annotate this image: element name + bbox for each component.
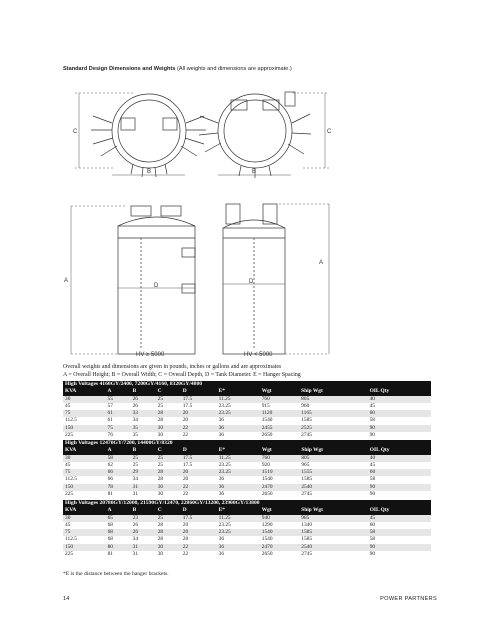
- table-cell: 28: [157, 536, 164, 543]
- table-cell: 30: [157, 551, 164, 558]
- table-cell: 25: [157, 461, 164, 468]
- table-cell: 26: [131, 529, 156, 536]
- table-cell: 45: [65, 521, 71, 528]
- table-cell: 30: [63, 515, 106, 522]
- table-cell: 2650: [261, 432, 273, 439]
- section-title-note: (All weights and dimensions are approximate.): [176, 66, 292, 72]
- table-cell: 30: [63, 396, 106, 403]
- table-cell: 45: [369, 461, 376, 468]
- table-cell: 58: [369, 476, 376, 483]
- table-cell: 2470: [260, 484, 299, 491]
- table-cell: 2745: [301, 432, 312, 439]
- table-cell: 25: [156, 396, 181, 403]
- table-cell: 31: [131, 484, 156, 491]
- table-row: [63, 484, 431, 491]
- table-cell: 960: [301, 402, 310, 409]
- table-cell: 1340: [301, 521, 313, 528]
- table-cell: 1585: [301, 536, 313, 543]
- column-header: B: [131, 507, 156, 514]
- column-header: Ship Wgt: [299, 507, 367, 514]
- table-cell: 20: [182, 521, 189, 528]
- footnote: *E is the distance between the hanger brackets.: [63, 571, 169, 577]
- table-row: [63, 491, 431, 498]
- table-cell: 65: [106, 515, 131, 522]
- caption-line-2: A = Overall Height; B = Overall Width; C = Overall Depth, D = Tank Diameter. E = Hanger Spacing: [63, 372, 301, 378]
- table-cell: 57: [107, 402, 113, 409]
- table-cell: 23: [131, 515, 156, 522]
- table-cell: 36: [217, 425, 260, 432]
- table-cell: 58: [369, 417, 375, 424]
- table-cell: 20: [181, 529, 217, 536]
- column-header: D: [181, 388, 217, 395]
- table-cell: 68: [106, 529, 131, 536]
- section-heading: [63, 66, 292, 72]
- table-cell: 17.5: [182, 402, 193, 409]
- table-cell: 45: [65, 402, 71, 409]
- table-cell: 23.25: [217, 469, 260, 476]
- table-cell: 23.25: [217, 529, 260, 536]
- column-header: OIL Qty: [368, 447, 431, 454]
- table-row: [63, 410, 431, 417]
- table-cell: 2525: [299, 425, 367, 432]
- table-cell: 22: [181, 544, 217, 551]
- table-cell: 17.5: [182, 461, 193, 468]
- table-cell: 75: [106, 425, 131, 432]
- table-cell: 90: [368, 544, 431, 551]
- table-row: [63, 529, 431, 536]
- column-header: A: [106, 447, 131, 454]
- table-cell: 31: [131, 544, 156, 551]
- label-hv-left: HV ≥ 5000: [136, 352, 165, 358]
- dim-d-left: D: [154, 283, 159, 289]
- column-header: D: [181, 507, 217, 514]
- table-cell: 40: [368, 455, 431, 462]
- table-cell: 11.25: [217, 396, 260, 403]
- table-cell: 34: [132, 536, 139, 543]
- label-hv-right: HV < 5000: [244, 352, 273, 358]
- table-header-row: [63, 388, 431, 395]
- table-cell: 20: [182, 417, 189, 424]
- table-cell: 23.25: [217, 410, 260, 417]
- table-row: [63, 432, 431, 439]
- caption-line-1: Overall weights and dimensions are given in pounds, inches or gallons and are approximates: [63, 364, 282, 370]
- transformer-drawings: [63, 78, 343, 360]
- table-cell: 940: [260, 515, 299, 522]
- table-cell: 45: [368, 515, 431, 522]
- table-cell: 22: [182, 551, 189, 558]
- table-cell: 60: [369, 521, 376, 528]
- table-cell: 30: [156, 484, 181, 491]
- table-cell: 26: [131, 396, 156, 403]
- column-header: OIL Qty: [368, 507, 431, 514]
- dimension-table-1: [63, 381, 431, 439]
- table-cell: 20: [181, 469, 217, 476]
- table-cell: 30: [157, 432, 164, 439]
- table-cell: 20: [181, 410, 217, 417]
- table-cell: 17.5: [181, 455, 217, 462]
- table-cell: 58: [369, 536, 376, 543]
- dim-c-left: C: [73, 129, 78, 135]
- table-cell: 2455: [260, 425, 299, 432]
- table-row: [63, 544, 431, 551]
- table-cell: 22: [182, 491, 189, 498]
- table-cell: 58: [106, 455, 131, 462]
- dimension-table-3: [63, 500, 431, 558]
- table-cell: 150: [63, 484, 106, 491]
- table-cell: 36: [218, 432, 224, 439]
- table-cell: 30: [157, 491, 164, 498]
- table-cell: 61: [106, 410, 131, 417]
- table-cell: 35: [132, 432, 138, 439]
- table-row: [63, 425, 431, 432]
- table-cell: 17.5: [181, 396, 217, 403]
- table-cell: 36: [218, 476, 225, 483]
- table-cell: 1120: [260, 410, 299, 417]
- table-cell: 150: [63, 544, 106, 551]
- table-cell: 25: [156, 455, 181, 462]
- table-cell: 20: [182, 476, 189, 483]
- table-cell: 31: [132, 491, 139, 498]
- table-cell: 36: [217, 484, 260, 491]
- table-cell: 920: [261, 461, 270, 468]
- table-cell: 2745: [301, 491, 313, 498]
- table-cell: 60: [368, 410, 431, 417]
- table-cell: 150: [63, 425, 106, 432]
- table-cell: 1540: [260, 529, 299, 536]
- table-cell: 2745: [301, 551, 313, 558]
- column-header: Ship Wgt: [299, 388, 367, 395]
- table-row: [63, 536, 431, 543]
- table-cell: 11.25: [217, 455, 260, 462]
- top-view-left: [91, 94, 206, 177]
- column-header: Ship Wgt: [299, 447, 367, 454]
- table-row: [63, 551, 431, 558]
- table-cell: 112.5: [65, 536, 77, 543]
- table-cell: 45: [369, 402, 375, 409]
- table-cell: 1585: [301, 417, 312, 424]
- table-cell: 22: [182, 432, 189, 439]
- table-cell: 75: [63, 529, 106, 536]
- section-title: Standard Design Dimensions and Weights: [63, 66, 176, 72]
- table-cell: 1540: [261, 536, 273, 543]
- table-cell: 11.25: [217, 515, 260, 522]
- table-cell: 23.25: [218, 461, 231, 468]
- column-header: E*: [217, 388, 260, 395]
- table-cell: 58: [368, 529, 431, 536]
- table-cell: 2540: [299, 544, 367, 551]
- table-cell: 28: [157, 417, 164, 424]
- table-cell: 78: [106, 484, 131, 491]
- column-header: OIL Qty: [368, 388, 431, 395]
- table-cell: 75: [63, 410, 106, 417]
- table-cell: 28: [156, 529, 181, 536]
- table-row: [63, 403, 431, 410]
- table-cell: 1540: [261, 417, 273, 424]
- table-title: High Voltages 12470GY/7200, 14400GY/8320: [63, 440, 431, 447]
- table-cell: 35: [131, 425, 156, 432]
- table-cell: 40: [368, 396, 431, 403]
- table-row: [63, 476, 431, 483]
- table-cell: 1585: [299, 529, 367, 536]
- table-cell: 965: [301, 461, 310, 468]
- column-header: A: [106, 507, 131, 514]
- dim-d-right: D: [249, 279, 254, 285]
- table-row: [63, 469, 431, 476]
- column-header: KVA: [63, 507, 106, 514]
- side-view-left: [118, 206, 195, 354]
- table-header-row: [63, 507, 431, 514]
- table-cell: 75: [63, 469, 106, 476]
- table-cell: 30: [63, 455, 106, 462]
- table-cell: 68: [107, 536, 113, 543]
- table-cell: 36: [218, 536, 225, 543]
- table-cell: 36: [217, 544, 260, 551]
- table-cell: 112.5: [65, 417, 77, 424]
- top-view-right: [199, 92, 311, 178]
- column-header: Wgt: [260, 388, 299, 395]
- table-cell: 22: [181, 484, 217, 491]
- table-cell: 1555: [299, 469, 367, 476]
- table-cell: 1165: [299, 410, 367, 417]
- table-cell: 36: [218, 491, 225, 498]
- column-header: D: [181, 447, 217, 454]
- dim-a-right: A: [319, 260, 324, 266]
- table-row: [63, 396, 431, 403]
- table-cell: 1540: [261, 476, 273, 483]
- table-cell: 805: [299, 455, 367, 462]
- table-cell: 28: [156, 469, 181, 476]
- table-cell: 30: [156, 544, 181, 551]
- column-header: KVA: [63, 388, 106, 395]
- table-row: [63, 515, 431, 522]
- side-view-right: [223, 204, 285, 354]
- table-title: High Voltages 20780GY/12000, 21590GY/12470, 22860GY/13200, 23900GY/13800: [63, 500, 431, 507]
- table-cell: 23.25: [218, 521, 231, 528]
- table-cell: 25: [132, 461, 139, 468]
- dimension-table-2: [63, 440, 431, 498]
- table-cell: 90: [369, 551, 376, 558]
- table-cell: 805: [299, 396, 367, 403]
- table-cell: 760: [260, 396, 299, 403]
- table-cell: 2650: [261, 491, 273, 498]
- table-cell: 225: [65, 551, 74, 558]
- table-cell: 30: [156, 425, 181, 432]
- table-cell: 34: [132, 476, 139, 483]
- column-header: Wgt: [260, 447, 299, 454]
- table-cell: 81: [107, 491, 113, 498]
- table-cell: 1585: [301, 476, 313, 483]
- table-cell: 25: [156, 515, 181, 522]
- table-cell: 34: [132, 417, 138, 424]
- table-cell: 20: [182, 536, 189, 543]
- table-cell: 60: [368, 469, 431, 476]
- table-row: [63, 522, 431, 529]
- table-cell: 81: [107, 551, 113, 558]
- table-cell: 112.5: [65, 476, 77, 483]
- table-cell: 90: [368, 425, 431, 432]
- table-cell: 33: [131, 410, 156, 417]
- table-row: [63, 455, 431, 462]
- table-row: [63, 462, 431, 469]
- table-cell: 26: [132, 402, 138, 409]
- column-header: E*: [217, 507, 260, 514]
- table-cell: 985: [299, 515, 367, 522]
- table-cell: 17.5: [181, 515, 217, 522]
- dim-b-left: B: [147, 169, 152, 175]
- table-cell: 915: [261, 402, 270, 409]
- column-header: E*: [217, 447, 260, 454]
- table-header-row: [63, 447, 431, 454]
- table-cell: 66: [106, 469, 131, 476]
- table-cell: 36: [218, 417, 224, 424]
- table-cell: 62: [107, 461, 113, 468]
- table-cell: 66: [107, 476, 113, 483]
- column-header: C: [156, 507, 181, 514]
- table-cell: 2470: [260, 544, 299, 551]
- table-cell: 80: [106, 544, 131, 551]
- table-cell: 25: [157, 402, 164, 409]
- column-header: A: [106, 388, 131, 395]
- table-cell: 29: [131, 469, 156, 476]
- table-cell: 1290: [261, 521, 273, 528]
- table-title: High Voltages 4160GY/2400, 7200GY/4160, 8320GY/4800: [63, 381, 431, 388]
- table-cell: 28: [157, 521, 164, 528]
- column-header: C: [156, 388, 181, 395]
- table-cell: 760: [260, 455, 299, 462]
- table-cell: 28: [156, 410, 181, 417]
- table-cell: 26: [132, 521, 139, 528]
- table-cell: 68: [107, 521, 113, 528]
- table-cell: 36: [218, 551, 225, 558]
- table-cell: 2650: [261, 551, 273, 558]
- dim-b-right: B: [252, 169, 257, 175]
- table-cell: 22: [181, 425, 217, 432]
- column-header: KVA: [63, 447, 106, 454]
- table-cell: 25: [131, 455, 156, 462]
- page-number: 14: [63, 596, 70, 602]
- table-cell: 31: [132, 551, 139, 558]
- table-cell: 225: [65, 491, 74, 498]
- table-cell: 90: [369, 432, 375, 439]
- table-row: [63, 417, 431, 424]
- table-cell: 225: [65, 432, 74, 439]
- table-cell: 76: [107, 432, 113, 439]
- column-header: B: [131, 388, 156, 395]
- table-cell: 90: [369, 491, 376, 498]
- table-cell: 2540: [299, 484, 367, 491]
- table-cell: 45: [65, 461, 71, 468]
- column-header: Wgt: [260, 507, 299, 514]
- table-cell: 28: [157, 476, 164, 483]
- dim-a-left: A: [64, 278, 69, 284]
- table-cell: 55: [106, 396, 131, 403]
- table-cell: 1510: [260, 469, 299, 476]
- table-cell: 23.25: [218, 402, 231, 409]
- column-header: B: [131, 447, 156, 454]
- table-cell: 90: [368, 484, 431, 491]
- brand-name: POWER PARTNERS: [380, 596, 437, 602]
- table-cell: 61: [107, 417, 113, 424]
- column-header: C: [156, 447, 181, 454]
- dim-c-right: C: [327, 129, 332, 135]
